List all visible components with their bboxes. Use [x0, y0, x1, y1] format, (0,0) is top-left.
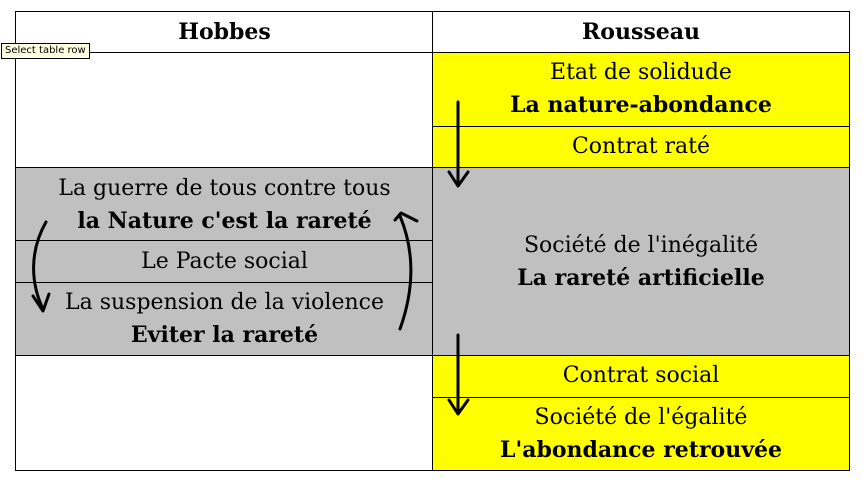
rousseau-egalite-line2: L'abondance retrouvée	[500, 436, 782, 463]
rousseau-egalite-line1: Société de l'égalité	[534, 404, 748, 430]
rousseau-etat-line2: La nature-abondance	[510, 92, 772, 118]
rousseau-etat-line1: Etat de solidude	[550, 60, 732, 85]
hobbes-guerre-line2: la Nature c'est la rareté	[77, 208, 372, 234]
hobbes-suspension-line1: La suspension de la violence	[65, 290, 384, 315]
header-hobbes-label: Hobbes	[178, 19, 271, 45]
curved-arrow-up-icon	[395, 213, 417, 329]
rousseau-inegalite-line2: La rareté artificielle	[517, 264, 765, 291]
hobbes-suspension-line2: Eviter la rareté	[130, 322, 319, 348]
header-rousseau-label: Rousseau	[582, 19, 700, 45]
rousseau-contrat-social-line1: Contrat social	[562, 363, 720, 388]
rousseau-contrat-rate-line1: Contrat raté	[571, 134, 711, 159]
arrow-down-icon	[449, 335, 468, 414]
curved-arrow-down-icon	[33, 222, 49, 311]
rousseau-inegalite-line1: Société de l'inégalité	[523, 232, 759, 258]
hobbes-guerre-line1: La guerre de tous contre tous	[58, 176, 391, 201]
hobbes-pacte-line1: Le Pacte social	[141, 248, 308, 274]
arrow-down-icon	[449, 102, 468, 186]
select-row-tooltip: Select table row	[1, 43, 90, 59]
